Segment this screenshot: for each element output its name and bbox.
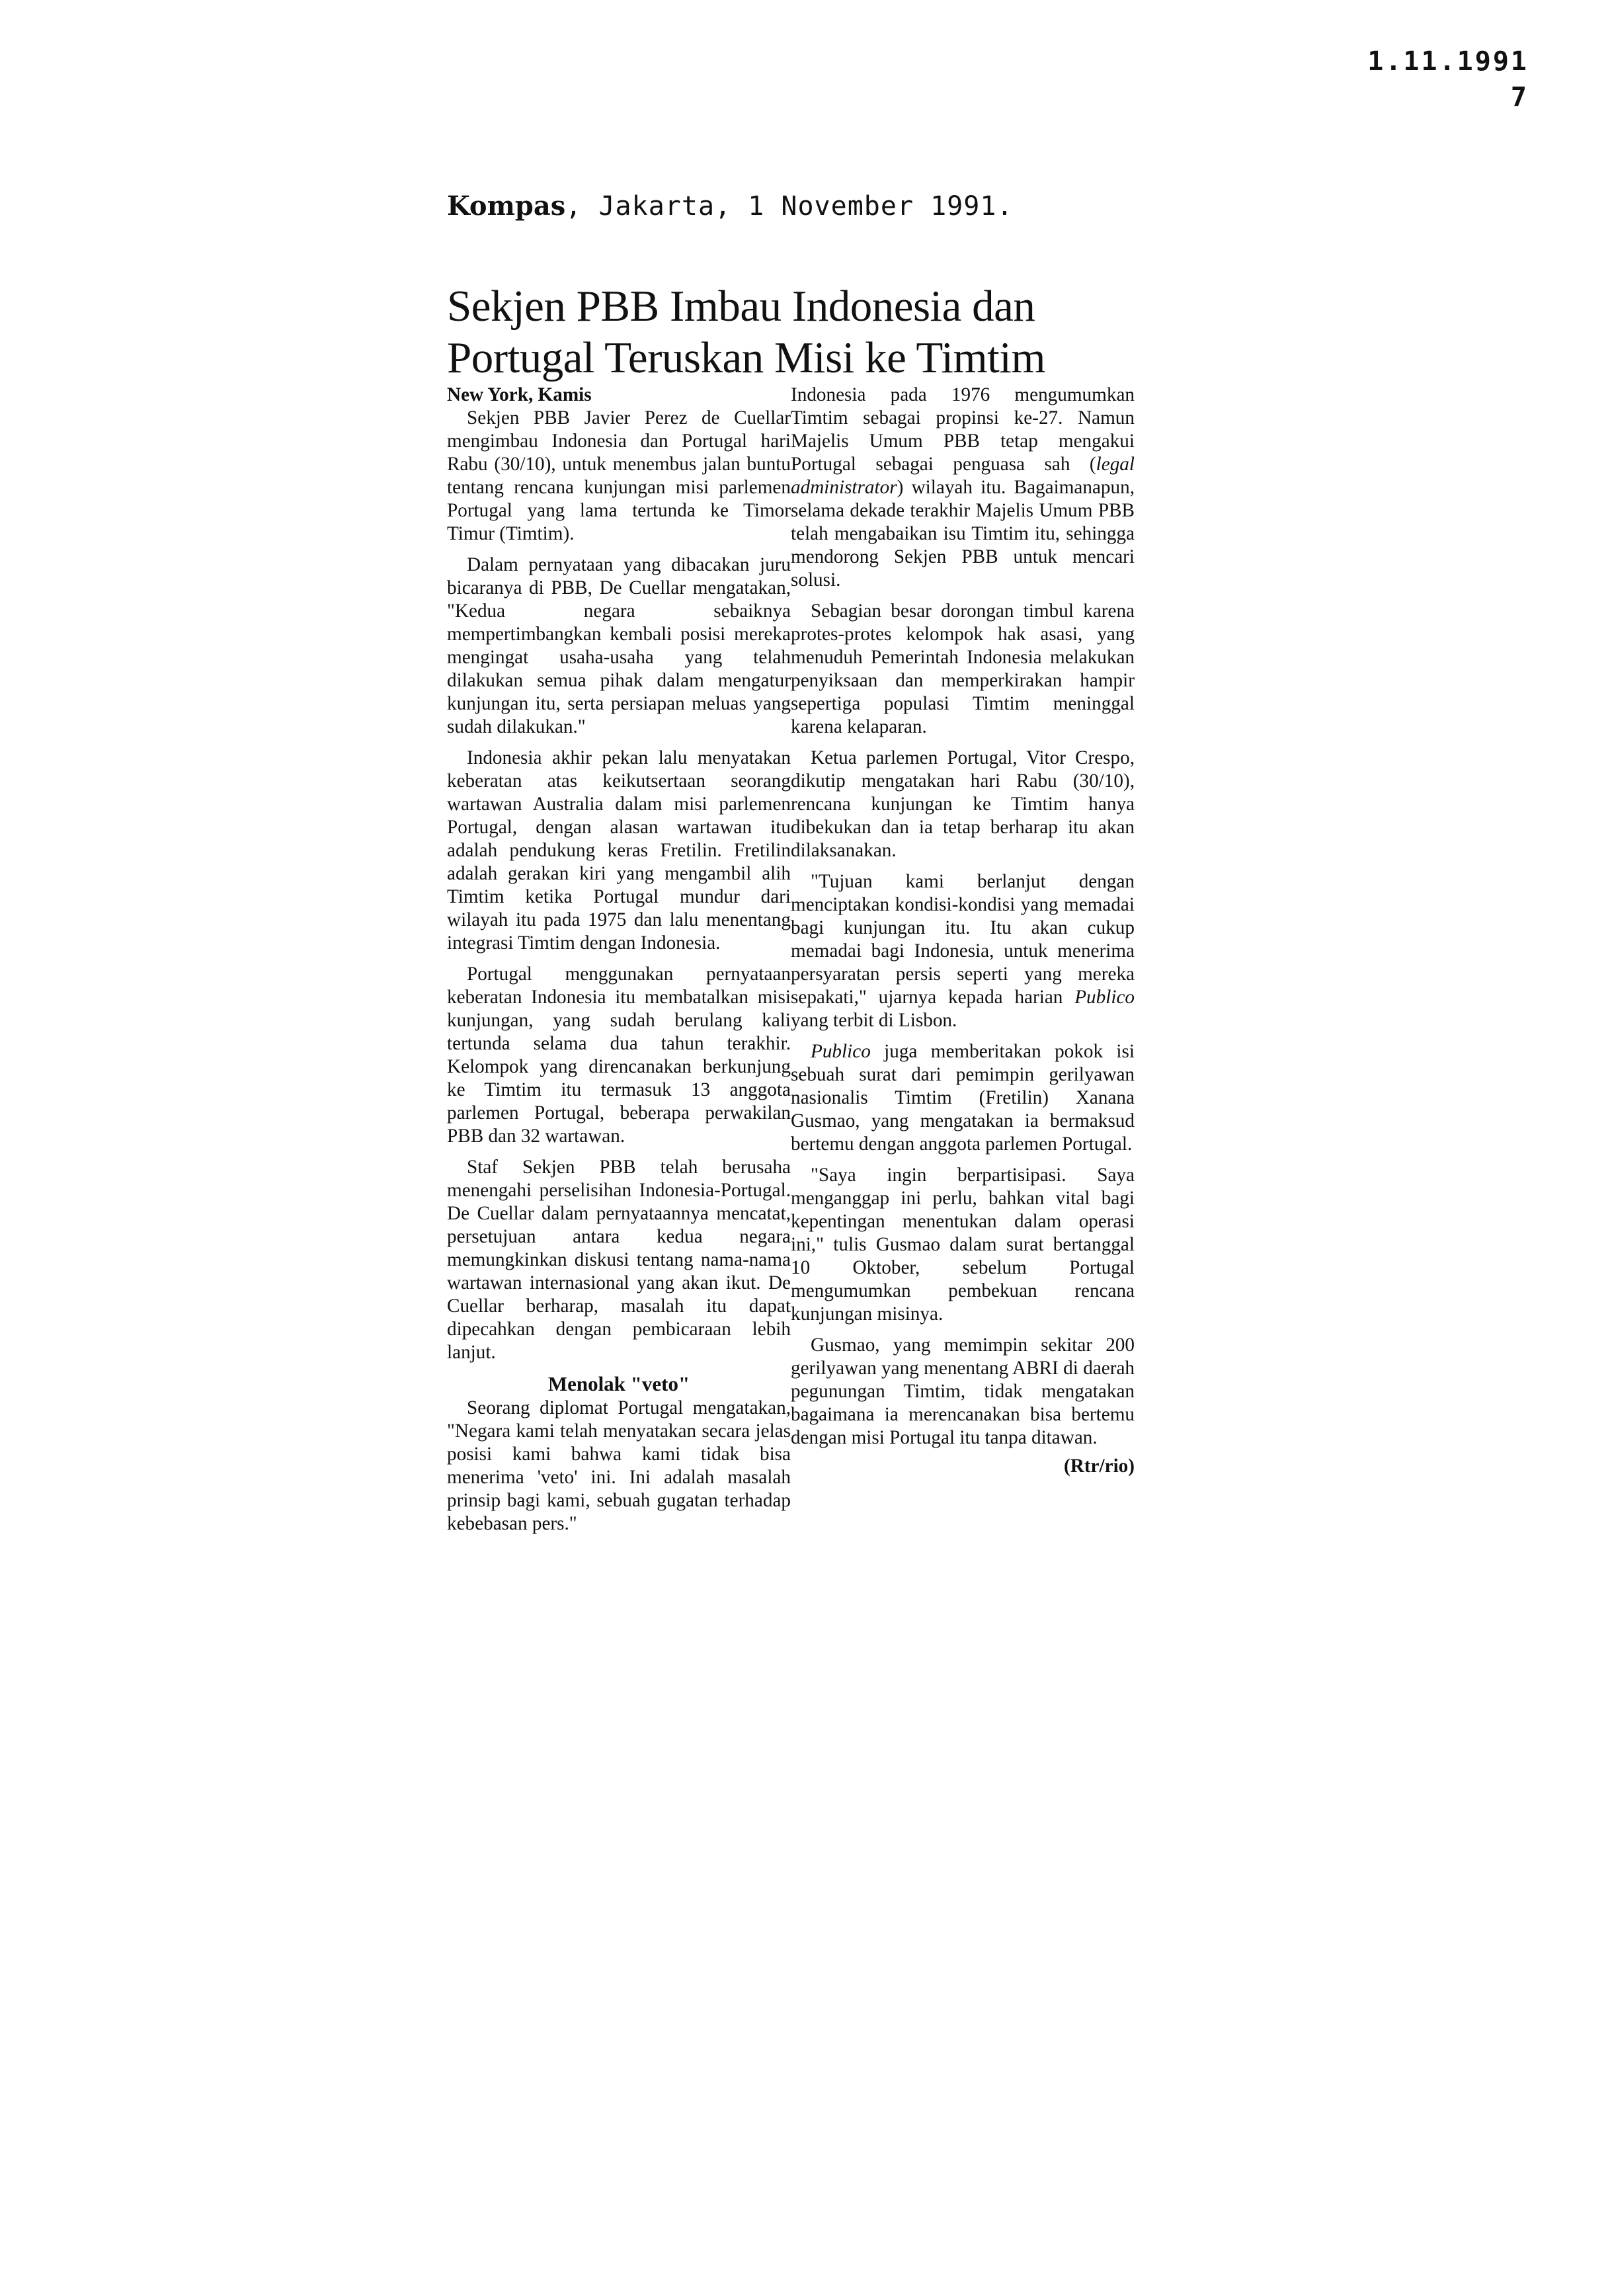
paragraph: Portugal menggunakan pernyataan keberatan Indonesia itu membatalkan misi kunjungan, yang sudah berulang kali tertunda selama dua tahun terakhir. Kelompok yang direncanakan berkunjung ke Timtim itu termasuk 13 anggota parlemen Portugal, beberapa perwakilan PBB dan 32 wartawan.	[447, 964, 791, 1147]
paragraph: Dalam pernyataan yang dibacakan juru bicaranya di PBB, De Cuellar mengatakan, "Kedua negara sebaiknya mempertimbangkan kembali posisi mereka mengingat usaha-usaha yang telah dilakukan semua pihak dalam mengatur kunjungan itu, serta persiapan meluas yang sudah dilakukan."	[447, 554, 791, 737]
dateline: New York, Kamis	[447, 384, 592, 405]
paragraph	[791, 870, 1135, 1032]
text-run: Indonesia pada 1976 mengumumkan Timtim sebagai propinsi ke-27. Namun Majelis Umum PBB tetap mengakui Portugal sebagai penguasa sah (	[791, 384, 1135, 475]
archive-stamp	[1367, 44, 1529, 115]
text-run: yang terbit di Lisbon.	[791, 1010, 957, 1031]
paragraph: Ketua parlemen Portugal, Vitor Crespo, dikutip mengatakan hari Rabu (30/10), rencana kunjungan ke Timtim hanya dibekukan dan ia tetap berharap itu akan dilaksanakan.	[791, 747, 1135, 861]
text-run: ) wilayah itu. Bagaimanapun, selama dekade terakhir Majelis Umum PBB telah mengabaikan isu Timtim itu, sehingga mendorong Sekjen PBB untuk mencari solusi.	[791, 477, 1135, 591]
paragraph: "Saya ingin berpartisipasi. Saya menganggap ini perlu, bahkan vital bagi kepentingan menentukan dalam operasi ini," tulis Gusmao dalam surat bertanggal 10 Oktober, sebelum Portugal mengumumkan pembekuan rencana kunjungan misinya.	[791, 1165, 1135, 1325]
article-column-right	[791, 384, 1135, 1478]
article-column-left	[447, 384, 791, 1543]
paragraph: Indonesia akhir pekan lalu menyatakan keberatan atas keikutsertaan seorang wartawan Australia dalam misi parlemen Portugal, dengan alasan wartawan itu adalah pendukung keras Fretilin. Fretilin adalah gerakan kiri yang mengambil alih Timtim ketika Portugal mundur dari wilayah itu pada 1975 dan lalu menentang integrasi Timtim dengan Indonesia.	[447, 747, 791, 954]
italic-term: legal administrator	[791, 454, 1135, 498]
paragraph	[791, 1040, 1135, 1156]
article-headline: Sekjen PBB Imbau Indonesia dan Portugal Teruskan Misi ke Timtim	[447, 282, 1045, 382]
subheading: Menolak "veto"	[547, 1372, 690, 1395]
paragraph: Seorang diplomat Portugal mengatakan, "Negara kami telah menyatakan secara jelas posisi kami bahwa kami tidak bisa menerima 'veto' ini. Ini adalah masalah prinsip bagi kami, sebuah gugatan terhadap kebebasan pers."	[447, 1397, 791, 1534]
italic-term: Publico	[811, 1041, 871, 1062]
text-run: "Tujuan kami berlanjut dengan menciptakan kondisi-kondisi yang memadai bagi kunjungan itu. Itu akan cukup memadai bagi Indonesia, untuk menerima persyaratan persis seperti yang mereka sepakati," ujarnya kepada harian	[791, 871, 1135, 1008]
stamp-page-number: 7	[1510, 82, 1529, 112]
italic-term: Publico	[1074, 987, 1135, 1008]
source-line	[447, 190, 1014, 222]
paragraph	[791, 384, 1135, 592]
paragraph: Staf Sekjen PBB telah berusaha menengahi perselisihan Indonesia-Portugal. De Cuellar dalam pernyataannya mencatat, persetujuan antara kedua negara memungkinkan diskusi tentang nama-nama wartawan internasional yang akan ikut. De Cuellar berharap, masalah itu dapat dipecahkan dengan pembicaraan lebih lanjut.	[447, 1157, 791, 1363]
paragraph: Sebagian besar dorongan timbul karena protes-protes kelompok hak asasi, yang menuduh Pemerintah Indonesia melakukan penyiksaan dan memperkirakan hampir sepertiga populasi Timtim meninggal karena kelaparan.	[791, 600, 1135, 737]
source-place-date: , Jakarta, 1 November 1991.	[565, 191, 1014, 222]
paragraph: Gusmao, yang memimpin sekitar 200 gerilyawan yang menentang ABRI di daerah pegunungan Timtim, tidak mengatakan bagaimana ia merencanakan bisa bertemu dengan misi Portugal itu tanpa ditawan.	[791, 1334, 1135, 1448]
paragraph: Sekjen PBB Javier Perez de Cuellar mengimbau Indonesia dan Portugal hari Rabu (30/10), untuk menembus jalan buntu tentang rencana kunjungan misi parlemen Portugal yang lama tertunda ke Timor Timur (Timtim).	[447, 407, 791, 544]
stamp-date: 1.11.1991	[1367, 46, 1529, 77]
publication-name: Kompas	[447, 190, 566, 222]
text-run: juga memberitakan pokok isi sebuah surat dari pemimpin gerilyawan nasionalis Timtim (Fretilin) Xanana Gusmao, yang mengatakan ia bermaksud bertemu dengan anggota parlemen Portugal.	[791, 1041, 1135, 1155]
author-credit: (Rtr/rio)	[1064, 1456, 1135, 1477]
